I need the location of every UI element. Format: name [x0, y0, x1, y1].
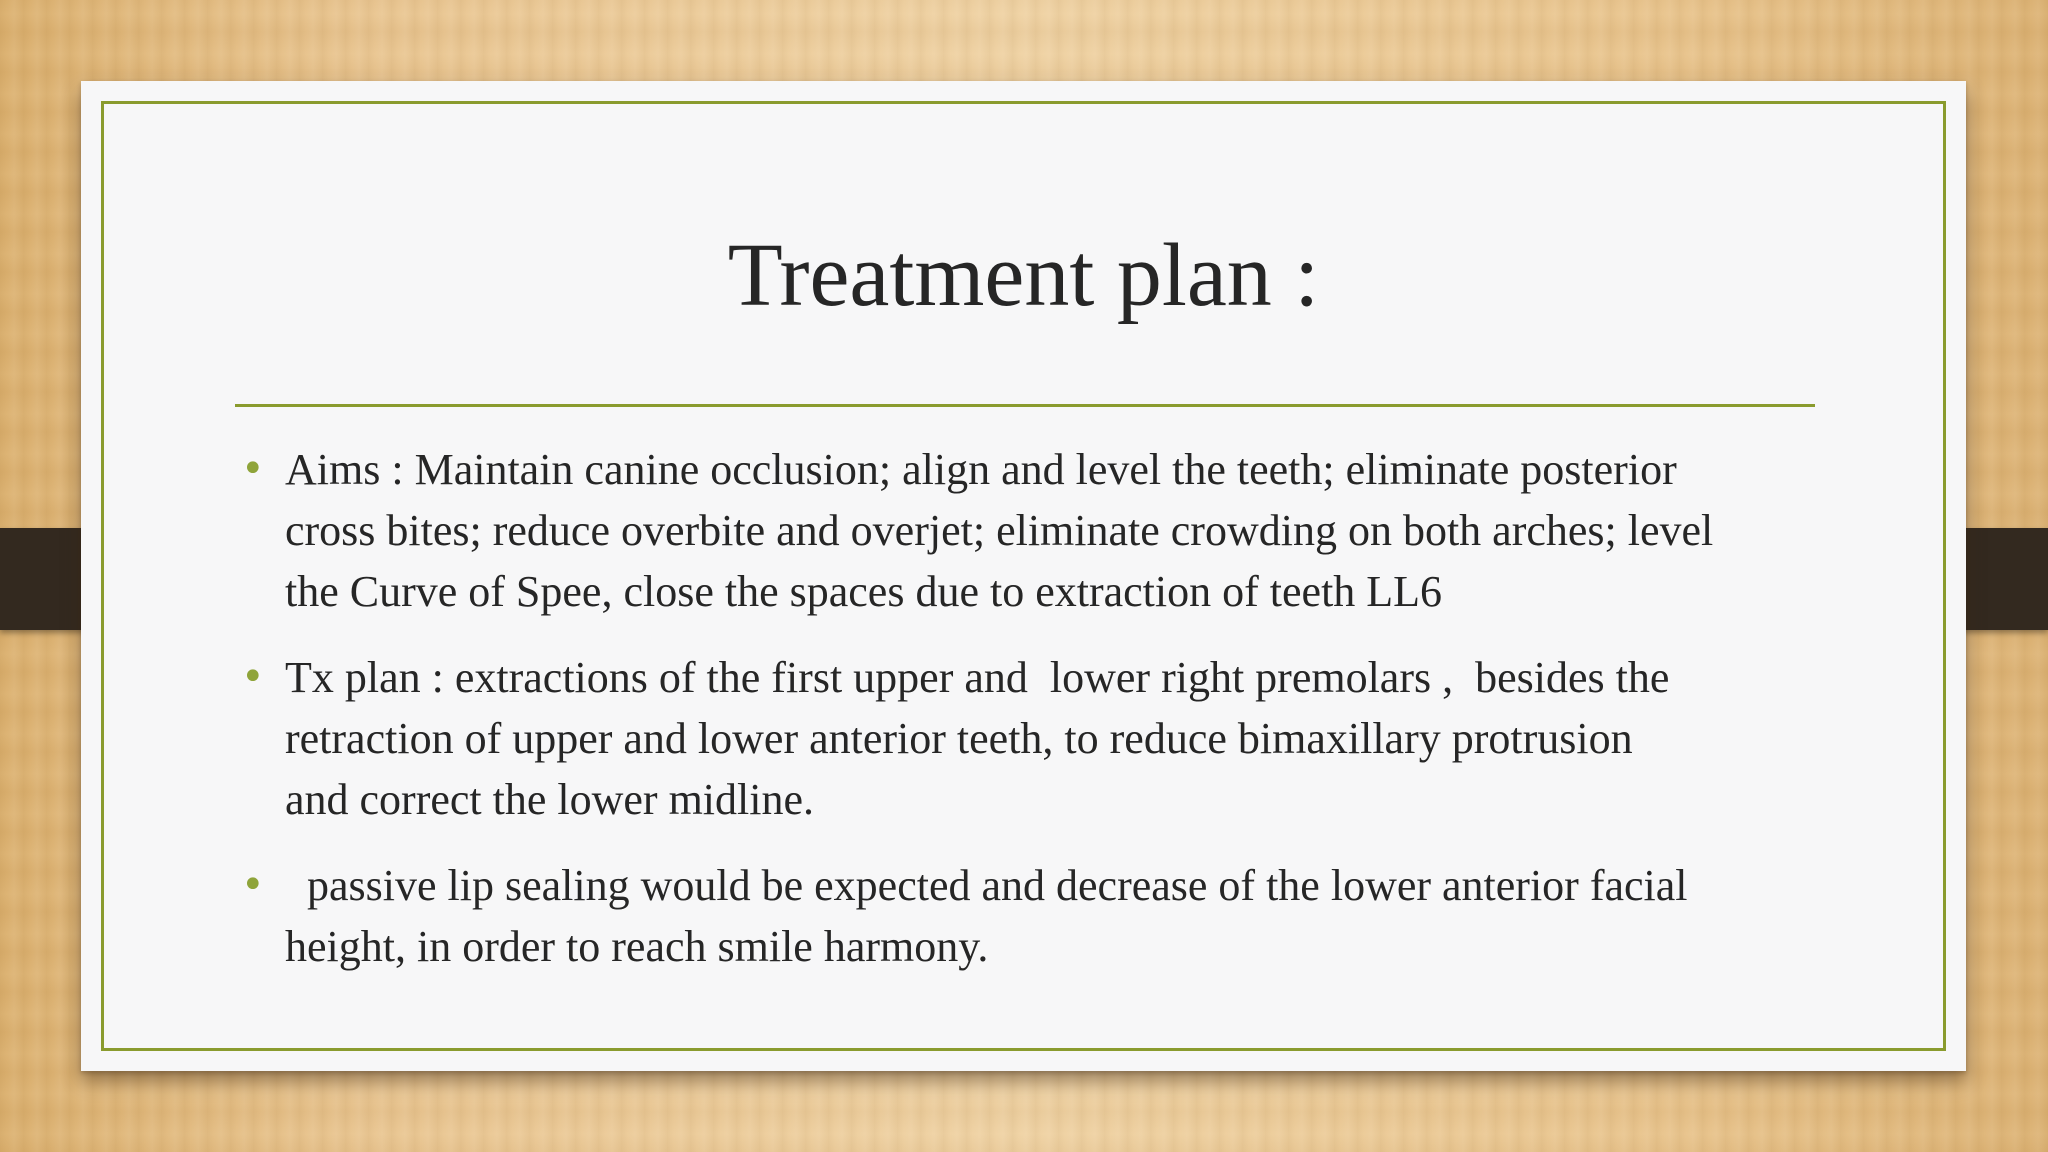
bullet-line: retraction of upper and lower anterior teeth, to reduce bimaxillary protrusion	[285, 714, 1633, 763]
bullet-line: cross bites; reduce overbite and overjet; eliminate crowding on both arches; level	[285, 506, 1714, 555]
bullet-dot-icon: •	[241, 862, 265, 908]
bullet-line: and correct the lower midline.	[285, 775, 815, 824]
bullet-line: Tx plan : extractions of the first upper and lower right premolars , besides the	[285, 653, 1670, 702]
bullet-line: height, in order to reach smile harmony.	[285, 922, 989, 971]
bullet-line: passive lip sealing would be expected and decrease of the lower anterior facial	[285, 861, 1688, 910]
title-divider	[235, 404, 1815, 407]
bullet-item-tx-plan	[205, 647, 1905, 830]
bullet-item-aims	[205, 439, 1905, 622]
bullet-dot-icon: •	[241, 446, 265, 492]
bullet-list	[205, 439, 1905, 1002]
bullet-dot-icon: •	[241, 654, 265, 700]
bullet-line: the Curve of Spee, close the spaces due to extraction of teeth LL6	[285, 567, 1443, 616]
slide-title: Treatment plan :	[727, 226, 1320, 325]
slide	[81, 81, 1966, 1071]
bullet-item-expected-outcome	[205, 855, 1905, 977]
bullet-line: Aims : Maintain canine occlusion; align and level the teeth; eliminate posterior	[285, 445, 1677, 494]
